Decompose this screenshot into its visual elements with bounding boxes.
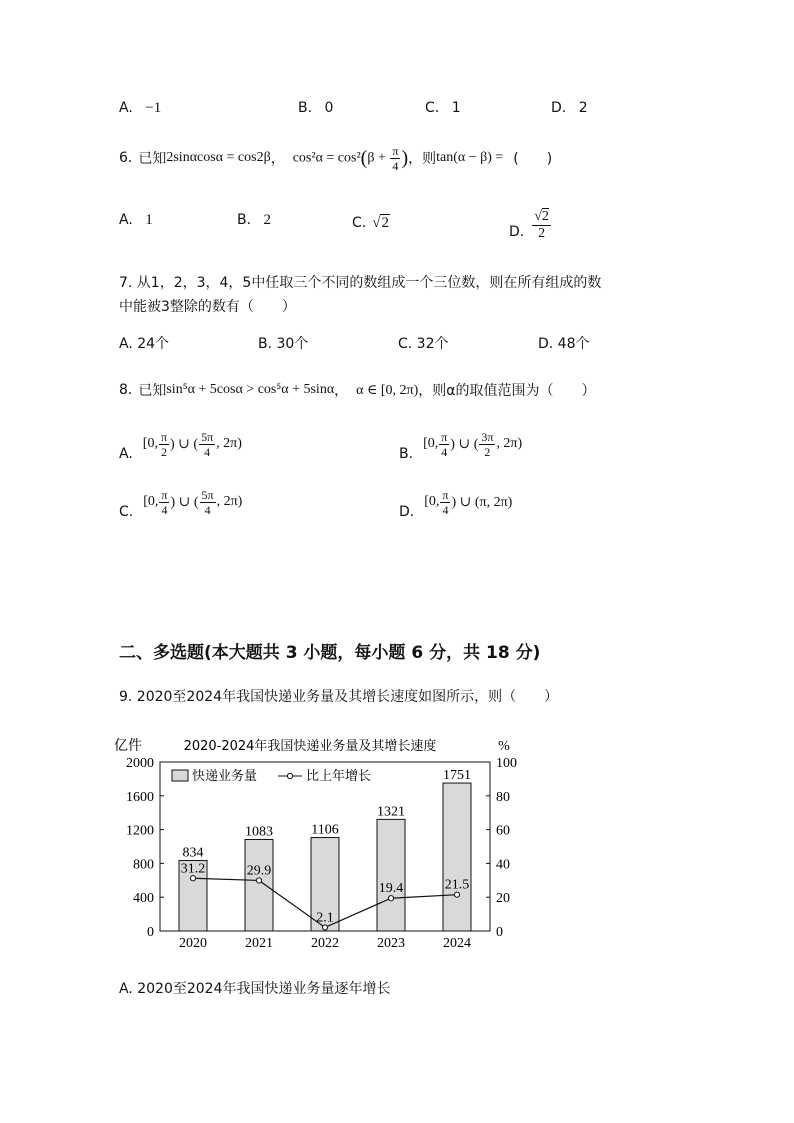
q8-option-b[interactable]: B. [0, $\frac{\pi}{4}$ ) ∪ ( $\frac{3\pi}{2}$ , 2π): [399, 429, 523, 462]
q8-separator: ，: [334, 383, 349, 399]
y-right-tick-label: 80: [496, 789, 510, 805]
q6-option-a-value: 1: [145, 212, 153, 228]
q8-domain: α ∈ [0, 2π): [356, 382, 419, 398]
growth-point-2022: [322, 925, 327, 930]
express-chart: [110, 730, 530, 960]
growth-value-label: 2.1: [316, 910, 334, 926]
q8-option-d[interactable]: D. [0, $\frac{\pi}{4}$ ) ∪ (π, 2π): [399, 487, 513, 520]
q9-option-a[interactable]: A. 2020至2024年我国快递业务量逐年增长: [119, 981, 391, 997]
bar-value-label: 1083: [245, 824, 273, 840]
q6-condition-2: cos²α = cos²(β + $\frac{\pi}{4}$ ): [292, 143, 409, 173]
q8-option-c[interactable]: C. [0, $\frac{\pi}{4}$ ) ∪ ( $\frac{5\pi}{4}$ , 2π): [119, 487, 243, 520]
q5-option-d-value: 2: [578, 100, 588, 116]
y-left-tick-label: 1200: [126, 823, 154, 839]
y-left-tick-label: 400: [133, 891, 154, 907]
q5-option-b[interactable]: B. 0: [298, 100, 334, 116]
q7-stem-line-2: 中能被3整除的数有（ ）: [119, 299, 296, 315]
q6-option-b-value: 2: [263, 212, 272, 228]
x-tick-label: 2022: [311, 936, 339, 951]
y-left-tick-label: 800: [133, 857, 154, 873]
growth-value-label: 31.2: [180, 861, 206, 877]
legend-line-label: 比上年增长: [306, 769, 372, 784]
q6-option-a[interactable]: A. 1: [119, 212, 153, 228]
y-right-tick-label: 40: [496, 857, 510, 873]
q8-option-b-value: [0, $\frac{\pi}{4}$ ) ∪ ( $\frac{3\pi}{2}$ , 2π): [423, 429, 523, 459]
q6-stem: [119, 142, 552, 174]
q6-pi-over-4: $\frac{\pi}{4}$: [392, 143, 399, 173]
q6-option-d[interactable]: D. $\frac{√2}{2}$: [509, 209, 549, 241]
q6-option-c-value: √2: [372, 215, 389, 231]
chart-title: 2020-2024年我国快递业务量及其增长速度: [183, 739, 437, 754]
y-right-tick-label: 20: [496, 891, 510, 907]
q8-number: 8.: [119, 382, 133, 398]
legend-line-marker: [287, 773, 292, 778]
q6-option-d-value: $\frac{√2}{2}$: [534, 209, 549, 241]
q5-option-c[interactable]: C. 1: [425, 100, 461, 116]
bar-2024: [443, 783, 471, 931]
growth-value-label: 29.9: [246, 863, 272, 879]
legend-bar-label: 快递业务量: [192, 769, 258, 784]
q8-inequality: sin⁵α + 5cosα > cos⁵α + 5sinα: [166, 382, 335, 397]
q6-number: 6.: [119, 150, 133, 166]
bar-value-label: 1321: [377, 804, 405, 820]
chart-y-axis-right-label: %: [498, 739, 510, 754]
q6-then: ，则: [408, 151, 437, 167]
y-right-tick-label: 60: [496, 823, 510, 839]
y-left-tick-label: 0: [147, 925, 154, 940]
q7-option-d[interactable]: D. 48个: [538, 336, 590, 352]
growth-point-2024: [454, 892, 459, 897]
x-tick-label: 2023: [377, 936, 405, 951]
q5-option-a-value: −1: [145, 100, 162, 116]
q6-answer-blank: ( ): [513, 151, 553, 167]
q8-option-a-value: [0, $\frac{\pi}{2}$ ) ∪ ( $\frac{5\pi}{4}$ , 2π): [142, 429, 242, 459]
q7-stem-line-1: 7. 从1，2，3，4，5中任取三个不同的数组成一个三位数，则在所有组成的数: [119, 275, 602, 291]
growth-value-label: 19.4: [378, 881, 404, 897]
growth-point-2020: [190, 876, 195, 881]
q8-option-c-value: [0, $\frac{\pi}{4}$ ) ∪ ( $\frac{5\pi}{4}$ , 2π): [143, 487, 243, 517]
q7-option-c[interactable]: C. 32个: [398, 336, 449, 352]
q6-separator: ，: [270, 151, 285, 167]
q5-option-a[interactable]: A. −1: [119, 100, 162, 116]
y-left-tick-label: 2000: [126, 756, 154, 771]
y-left-tick-label: 1600: [126, 789, 154, 805]
q8-tail: ，则α的取值范围为（ ）: [418, 383, 596, 399]
q7-option-b[interactable]: B. 30个: [258, 336, 309, 352]
q6-lead: 已知: [138, 151, 167, 167]
q5-option-c-value: 1: [451, 100, 461, 116]
q9-stem: 9. 2020至2024年我国快递业务量及其增长速度如图所示，则（ ）: [119, 689, 559, 705]
q8-stem: [119, 378, 595, 402]
q8-option-a[interactable]: A. [0, $\frac{\pi}{2}$ ) ∪ ( $\frac{5\pi}{4}$ , 2π): [119, 429, 242, 462]
x-tick-label: 2021: [245, 936, 273, 951]
bar-value-label: 834: [182, 845, 204, 861]
q8-option-d-value: [0, $\frac{\pi}{4}$ ) ∪ (π, 2π): [424, 487, 513, 517]
q7-option-a[interactable]: A. 24个: [119, 336, 170, 352]
chart-y-axis-left-label: 亿件: [114, 738, 142, 754]
x-tick-label: 2020: [179, 936, 207, 951]
q6-option-b[interactable]: B. 2: [237, 212, 272, 228]
bar-value-label: 1106: [311, 822, 339, 838]
growth-value-label: 21.5: [444, 877, 470, 893]
q5-option-b-value: 0: [324, 100, 334, 116]
x-tick-label: 2024: [443, 936, 471, 951]
y-right-tick-label: 100: [496, 756, 517, 771]
q8-lead: 已知: [138, 383, 167, 399]
section-2-title: 二、多选题(本大题共 3 小题，每小题 6 分，共 18 分): [119, 643, 541, 663]
q6-ask: tan(α − β) =: [436, 150, 504, 165]
bar-2021: [245, 839, 273, 931]
growth-point-2021: [256, 878, 261, 883]
q6-condition-1: 2sinαcosα = cos2β: [166, 150, 271, 165]
q5-option-d[interactable]: D. 2: [551, 100, 588, 116]
bar-2023: [377, 819, 405, 931]
growth-point-2023: [388, 896, 393, 901]
legend-bar-swatch: [172, 770, 188, 781]
bar-value-label: 1751: [443, 768, 471, 784]
y-right-tick-label: 0: [496, 925, 503, 940]
q6-option-c[interactable]: C. √2: [352, 215, 389, 231]
